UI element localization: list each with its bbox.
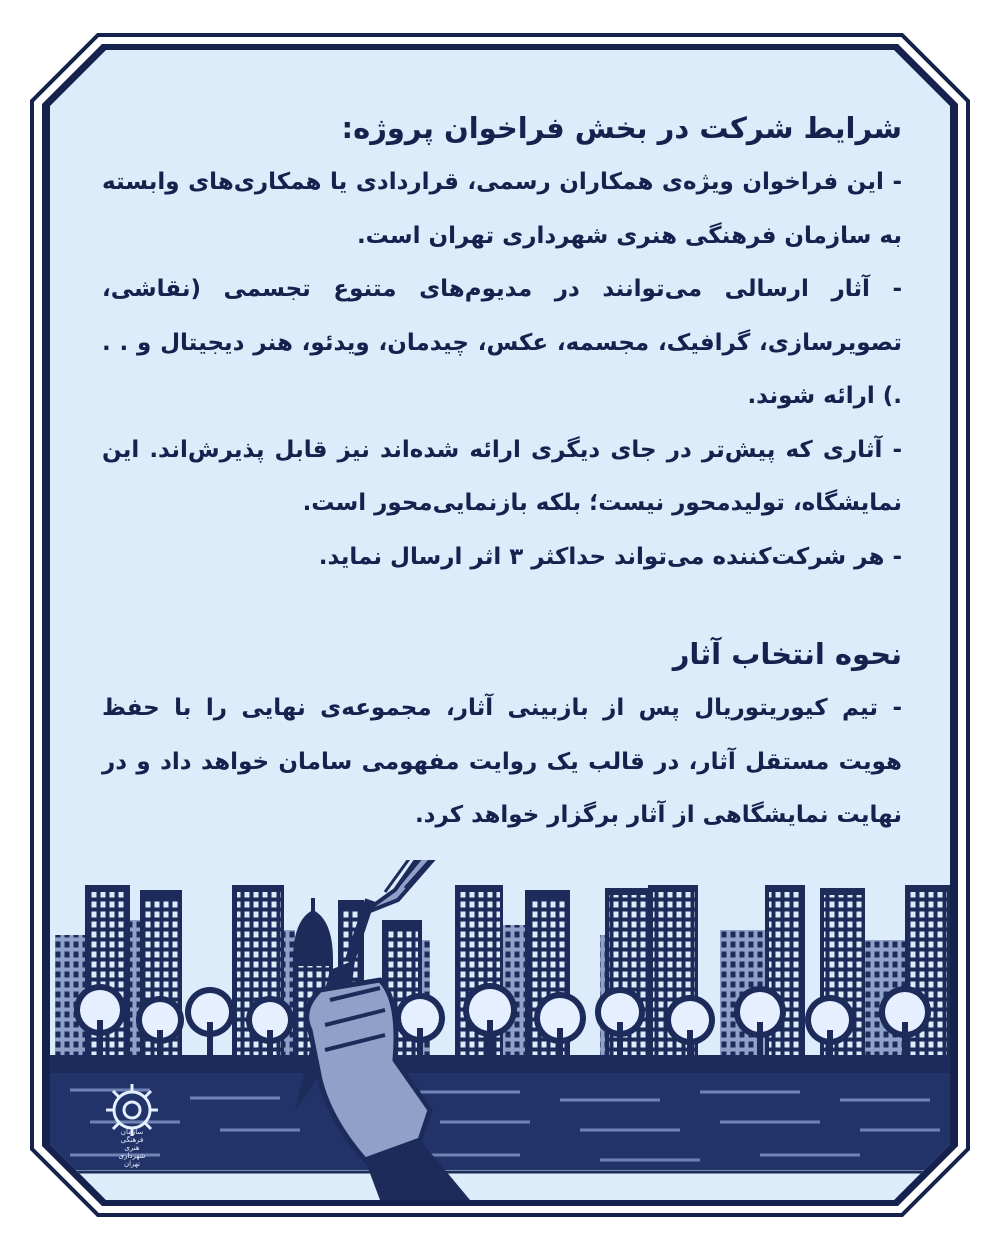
- condition-item-3: - آثاری که پیش‌تر در جای دیگری ارائه شده‌اند نیز قابل پذیرش‌اند. این نمایشگاه، تولیدمحور نیست؛ بلکه بازنمایی‌محور است.: [102, 436, 902, 516]
- mosque-dome: [293, 910, 333, 960]
- condition-item-1: - این فراخوان ویژه‌ی همکاران رسمی، قراردادی یا همکاری‌های وابسته به سازمان فرهنگی هنری شهرداری تهران است.: [102, 169, 902, 249]
- condition-item-2: - آثار ارسالی می‌توانند در مدیوم‌های متنوع تجسمی (نقاشی، تصویرسازی، گرافیک، مجسمه، عکس، چیدمان، ویدئو، هنر دیجیتال و . . .) ارائه شوند.: [102, 276, 902, 409]
- participation-conditions-title: شرایط شرکت در بخش فراخوان پروژه:: [341, 111, 902, 145]
- organization-logo-text: سازمان فرهنگی هنری شهرداری تهران: [118, 1128, 146, 1168]
- condition-item-4: - هر شرکت‌کننده می‌تواند حداکثر ۳ اثر ارسال نماید.: [318, 543, 902, 570]
- city-skyline-illustration: [0, 860, 1000, 1250]
- selection-item-1: - تیم کیوریتوریال پس از بازبینی آثار، مجموعه‌ی نهایی را با حفظ هویت مستقل آثار، در قالب یک روایت مفهومی سامان خواهد داد و در نهایت نمایشگاهی از آثار برگزار خواهد کرد.: [102, 695, 902, 828]
- promenade: [50, 1170, 950, 1205]
- selection-method-title: نحوه انتخاب آثار: [672, 637, 902, 671]
- riverbank: [50, 1055, 950, 1073]
- poster-content: [102, 100, 902, 843]
